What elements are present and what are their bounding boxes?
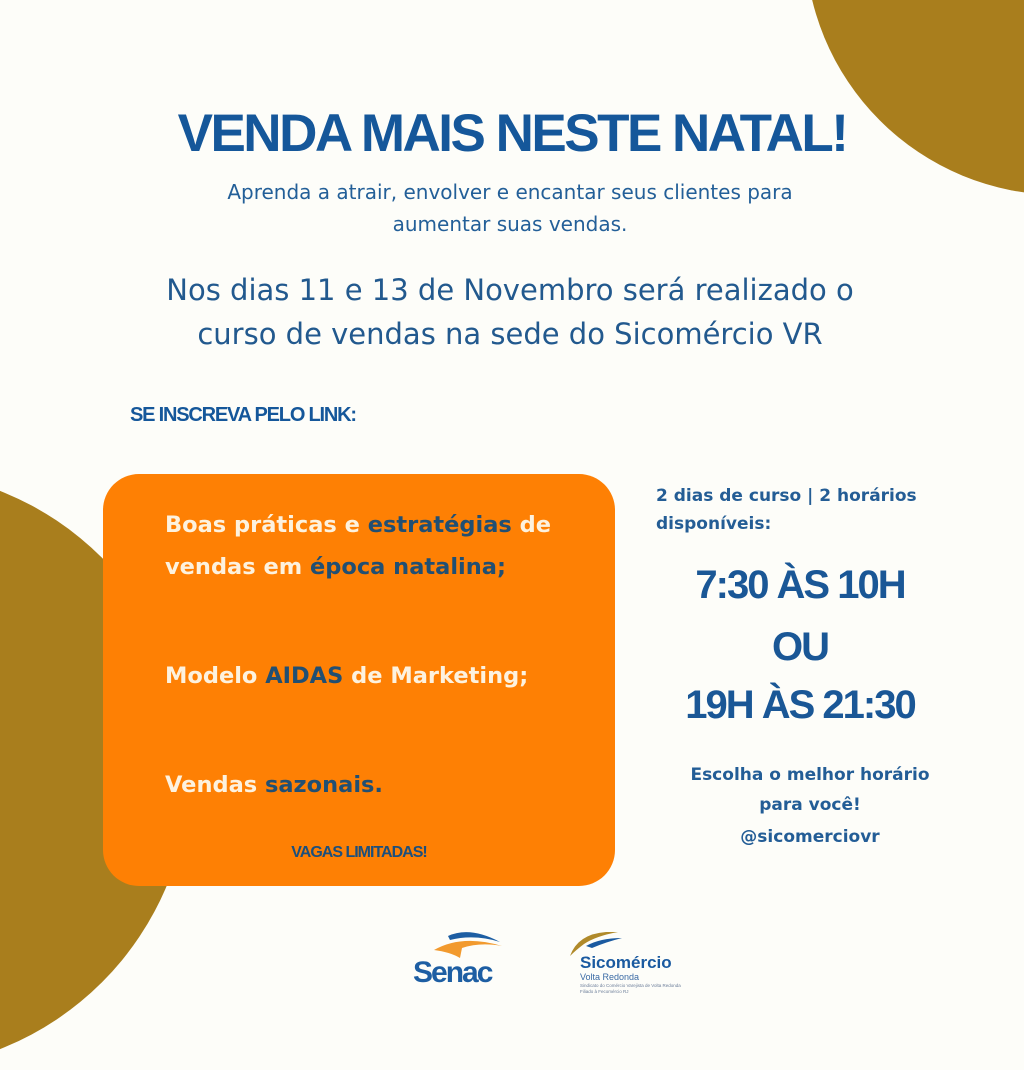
topic-highlight: sazonais. (264, 772, 383, 798)
time-separator: OU (772, 625, 828, 669)
topic-text: de vendas em (165, 512, 552, 580)
senac-wordmark: Senac (413, 956, 492, 989)
subtitle-line-1: Aprenda a atrair, envolver e encantar seus clientes para (227, 180, 793, 204)
time-option-evening: 19H ÀS 21:30 (685, 683, 915, 727)
schedule-intro (656, 482, 976, 538)
course-info (90, 268, 930, 356)
time-option-morning: 7:30 ÀS 10H (695, 563, 905, 607)
sicomercio-tagline: Sindicato do Comércio Varejista de Volta Redonda (580, 983, 681, 988)
topic-item (165, 655, 595, 697)
topic-highlight: estratégias (367, 512, 512, 538)
senac-logo (410, 928, 520, 990)
social-handle: @sicomerciovr (740, 827, 880, 847)
limited-spots-label: VAGAS LIMITADAS! (291, 844, 427, 861)
topic-text: Boas práticas e (165, 512, 368, 538)
topic-highlight: época natalina; (310, 554, 506, 580)
topic-item (165, 504, 595, 588)
topics-box (103, 474, 615, 886)
course-info-line-2: curso de vendas na sede do Sicomércio VR (197, 317, 823, 351)
course-info-line-1: Nos dias 11 e 13 de Novembro será realizado o (166, 273, 854, 307)
choose-time-text (660, 760, 960, 820)
schedule-intro-line-2: disponíveis: (656, 514, 772, 534)
signup-label: SE INSCREVA PELO LINK: (130, 404, 356, 426)
sicomercio-wordmark: Sicomércio (580, 953, 672, 972)
subtitle (150, 176, 870, 240)
sicomercio-affiliation: Filiado à Fecomércio RJ (580, 989, 629, 994)
topic-text: de Marketing; (343, 663, 529, 689)
subtitle-line-2: aumentar suas vendas. (392, 212, 628, 236)
decorative-circle-top-right (805, 0, 1024, 195)
topic-item (165, 764, 595, 806)
choose-line-1: Escolha o melhor horário (690, 765, 930, 785)
choose-line-2: para você! (759, 795, 861, 815)
topic-text: Vendas (165, 772, 265, 798)
schedule-intro-line-1: 2 dias de curso | 2 horários (656, 486, 917, 506)
page-title: VENDA MAIS NESTE NATAL! (177, 104, 847, 163)
topic-highlight: AIDAS (265, 663, 344, 689)
sicomercio-logo (566, 928, 726, 994)
sicomercio-city: Volta Redonda (580, 972, 640, 982)
topic-text: Modelo (165, 663, 266, 689)
